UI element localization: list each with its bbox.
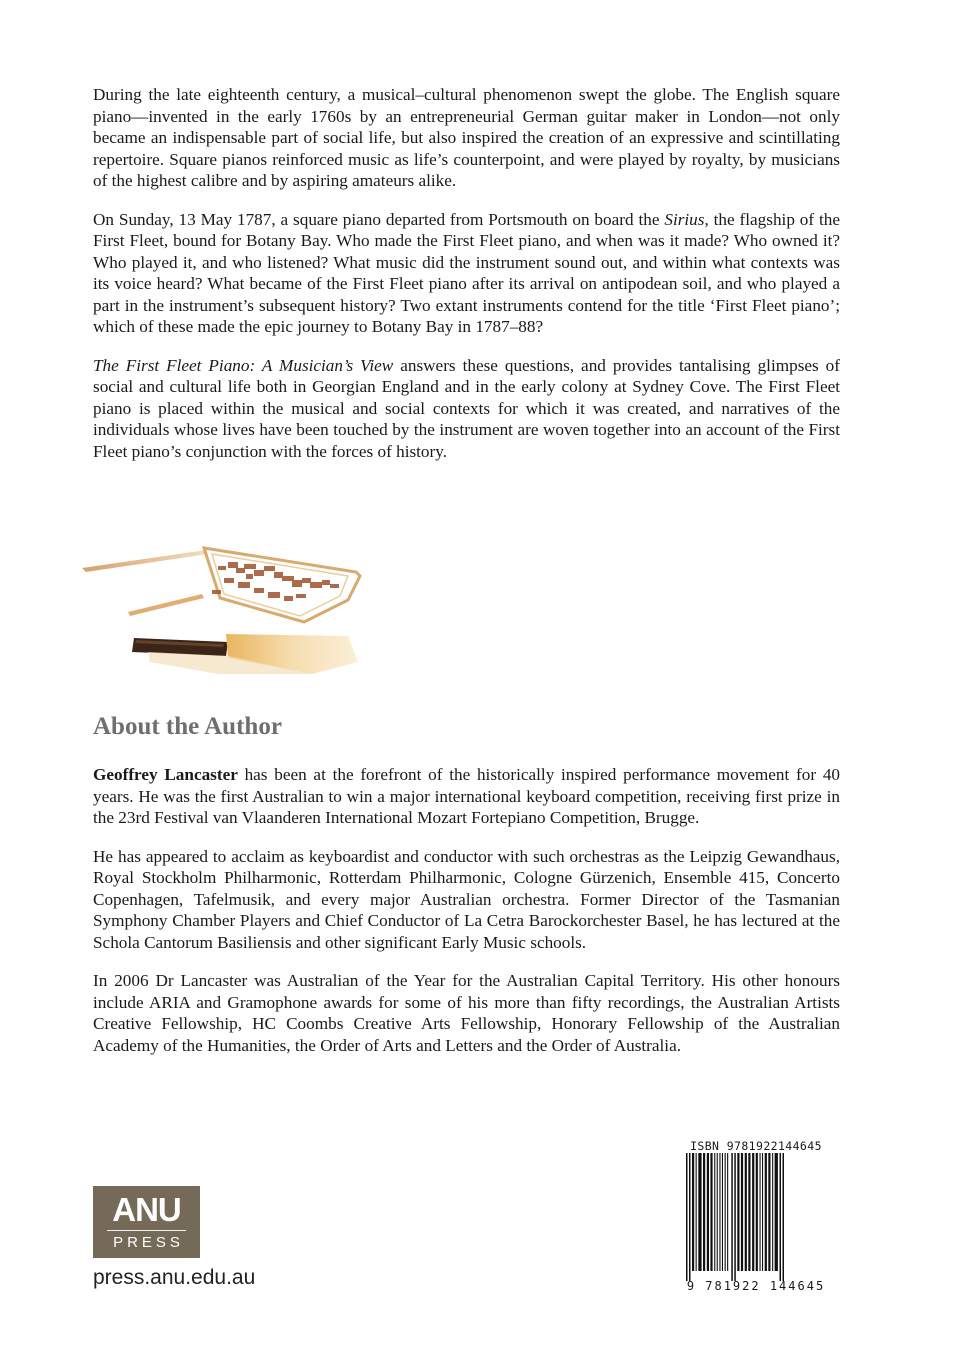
barcode-bar (725, 1153, 726, 1271)
barcode-bar (783, 1153, 785, 1281)
author-name: Geoffrey Lancaster (93, 765, 238, 784)
logo-rule (107, 1230, 186, 1231)
blurb-paragraph-1: During the late eighteenth century, a musical–cultural phenomenon swept the globe. The English square piano—invented in the early 1760s by an entrepreneurial German guitar maker in London—not only became an indispensable part of social life, but also inspired the creation of an expressive and scintillating repertoire. Square pianos reinforced music as life’s counterpoint, and were played by royalty, by musicians of the highest calibre and by aspiring amateurs alike. (93, 85, 840, 190)
barcode-bar (696, 1153, 697, 1271)
book-title: The First Fleet Piano: A Musician’s View (93, 355, 394, 375)
barcode-bar (748, 1153, 750, 1271)
barcode-bar (734, 1153, 736, 1281)
barcode-bar (692, 1153, 694, 1271)
lid-panel (82, 550, 208, 572)
logo-anu: ANU (112, 1191, 181, 1228)
barcode-bar (703, 1153, 705, 1271)
barcode-bar (698, 1153, 701, 1271)
barcode-bar (762, 1153, 763, 1271)
barcode-bar (741, 1153, 743, 1271)
barcode-bar (745, 1153, 747, 1271)
blurb-paragraph-2-start: On Sunday, 13 May 1787, a square piano departed from Portsmouth on board the (93, 209, 665, 229)
barcode-bar (772, 1153, 773, 1271)
barcode-bar (780, 1153, 782, 1281)
ship-name: Sirius (664, 209, 705, 229)
blurb-paragraph-2-end: , the flagship of the First Fleet, bound for Botany Bay. Who made the First Fleet piano, and when was it made? Who owned it? Who played it, and who listened? What music did the instrument sound out, and within what contexts was its voice heard? What became of the First Fleet piano after its arrival on antipodean soil, and who played a part in the instrument’s subsequent history? Two extant instruments contend for the title ‘First Fleet piano’; which of these made the epic journey to Botany Bay in 1787–88? (93, 209, 840, 336)
barcode-bar (719, 1153, 720, 1271)
piano-illustration (78, 538, 378, 678)
barcode-bar (765, 1153, 767, 1271)
barcode-bar (710, 1153, 712, 1271)
barcode-bar (689, 1153, 691, 1281)
barcode-bar (714, 1153, 715, 1271)
barcode-bar (707, 1153, 709, 1271)
blurb-paragraph-3 (93, 355, 840, 463)
isbn-barcode (676, 1139, 836, 1294)
barcode-bars (676, 1153, 836, 1281)
barcode-bar (760, 1153, 761, 1271)
barcode-bar (722, 1153, 723, 1271)
barcode-bar (775, 1153, 778, 1271)
about-paragraph-3: In 2006 Dr Lancaster was Australian of the Year for the Australian Capital Territory. His other honours include ARIA and Gramophone awards for some of his more than fifty recordings, the Australian Artists Creative Fellowship, HC Coombs Creative Arts Fellowship, Honorary Fellowship of the Australian Academy of the Humanities, the Order of Arts and Letters and the Order of Australia. (93, 971, 840, 1055)
blurb-paragraph-2 (93, 209, 840, 338)
about-paragraph-1 (93, 764, 840, 829)
about-author-section (93, 712, 840, 1073)
barcode-bar (686, 1153, 688, 1281)
isbn-label: ISBN 9781922144645 (690, 1139, 822, 1153)
logo-press: PRESS (113, 1234, 184, 1251)
barcode-bar (768, 1153, 770, 1271)
barcode-bar (737, 1153, 739, 1271)
about-heading: About the Author (93, 713, 282, 740)
barcode-bar (731, 1153, 733, 1281)
barcode-bar (752, 1153, 754, 1271)
back-cover-blurb (93, 84, 840, 479)
strings (212, 562, 339, 601)
barcode-digits: 9 781922 144645 (686, 1279, 826, 1293)
blurb-paragraph-3-end: answers these questions, and provides tantalising glimpses of social and cultural life both in Georgian England and in the early colony at Sydney Cove. The First Fleet piano is placed within the musical and social contexts for which it was created, and narratives of the individuals whose lives have been touched by the instrument are woven together into an account of the First Fleet piano’s conjunction with the forces of history. (93, 355, 840, 461)
publisher-url[interactable]: press.anu.edu.au (93, 1266, 256, 1289)
lid-frame-left (128, 594, 204, 616)
anu-press-logo (93, 1186, 200, 1258)
barcode-bar (756, 1153, 758, 1271)
barcode-bar (717, 1153, 718, 1271)
about-paragraph-1-rest: has been at the forefront of the historically inspired performance movement for 40 years. He was the first Australian to win a major international keyboard competition, receiving first prize in the 23rd Festival van Vlaanderen International Mozart Fortepiano Competition, Brugge. (93, 765, 841, 827)
barcode-bar (727, 1153, 728, 1271)
about-paragraph-2: He has appeared to acclaim as keyboardist and conductor with such orchestras as the Leipzig Gewandhaus, Royal Stockholm Philharmonic, Rotterdam Philharmonic, Cologne Gürzenich, Ensemble 415, Concerto Copenhagen, Tafelmusik, and every major Australian orchestra. Former Director of the Tasmanian Symphony Chamber Players and Chief Conductor of La Cetra Barockorchester Basel, he has lectured at the Schola Cantorum Basiliensis and other significant Early Music schools. (93, 846, 840, 952)
